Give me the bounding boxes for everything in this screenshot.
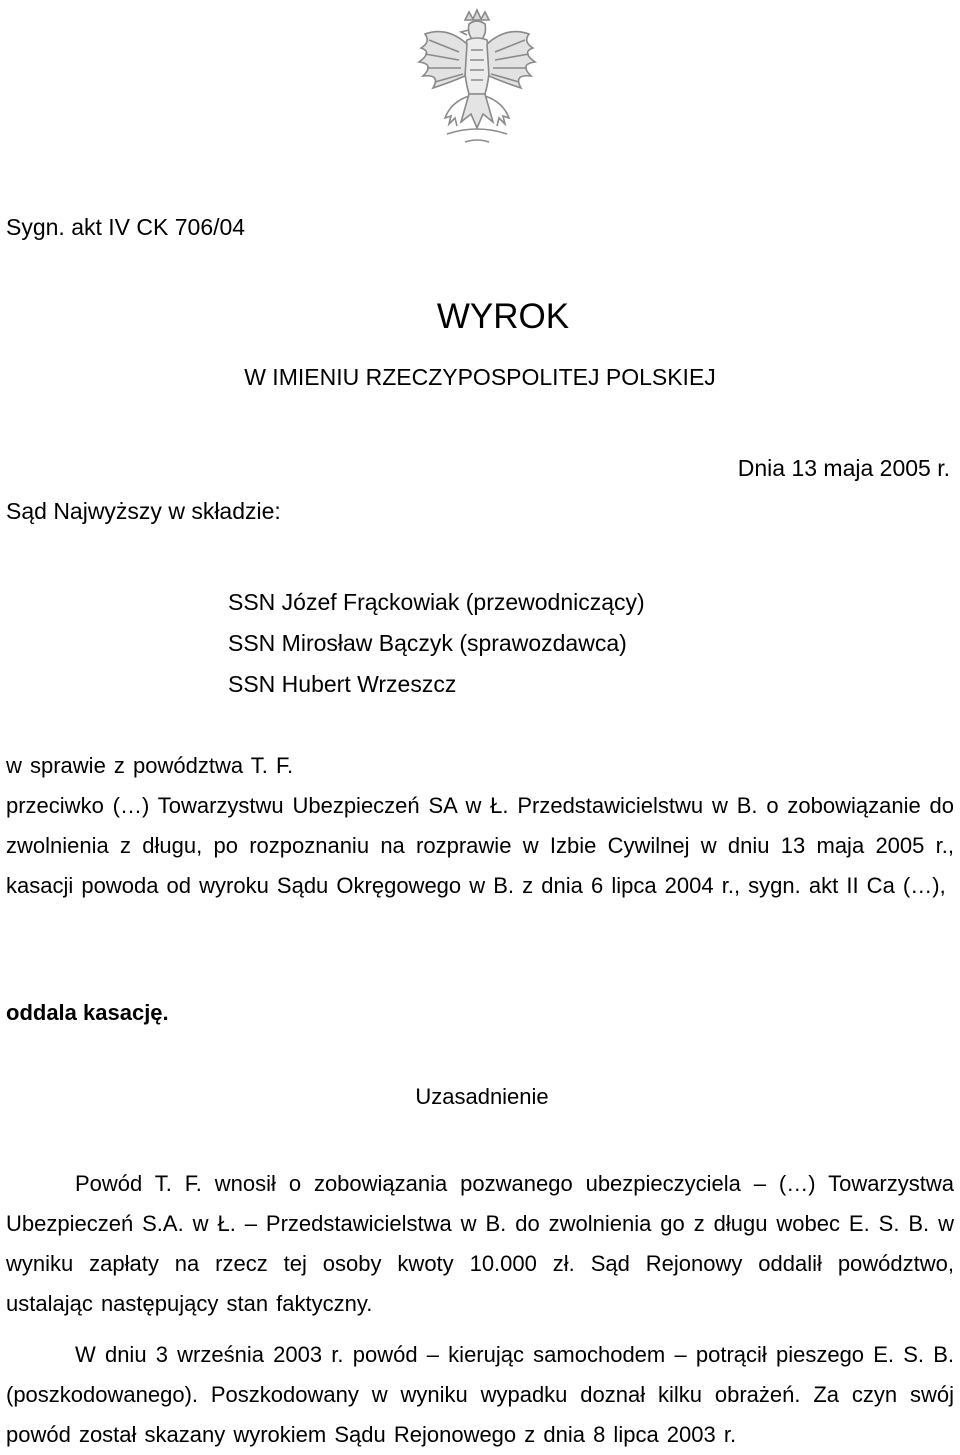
case-plaintiff-line: w sprawie z powództwa T. F. bbox=[6, 753, 294, 778]
document-subtitle: W IMIENIU RZECZYPOSPOLITEJ POLSKIEJ bbox=[244, 364, 716, 390]
judge-presiding: SSN Józef Frąckowiak (przewodniczący) bbox=[228, 589, 645, 615]
case-signature: Sygn. akt IV CK 706/04 bbox=[6, 214, 246, 240]
judgment-date: Dnia 13 maja 2005 r. bbox=[737, 455, 950, 481]
justification-heading: Uzasadnienie bbox=[415, 1084, 549, 1109]
document-title: WYROK bbox=[436, 297, 570, 336]
verdict: oddala kasację. bbox=[6, 1000, 169, 1025]
case-details: przeciwko (…) Towarzystwu Ubezpieczeń SA w Ł. Przedstawicielstwu w B. o zobowiązanie do zwolnienia z długu, po rozpoznaniu na rozprawie w Izbie Cywilnej w dniu 13 maja 2005 r., kasacji powoda od wyroku Sądu Okręgowego w B. z dnia 6 lipca 2004 r., sygn. akt II Ca (…), bbox=[6, 793, 954, 898]
polish-eagle-emblem-icon bbox=[407, 6, 547, 158]
case-description bbox=[6, 746, 954, 906]
court-composition-label: Sąd Najwyższy w składzie: bbox=[6, 498, 281, 524]
judge-member: SSN Hubert Wrzeszcz bbox=[228, 671, 457, 697]
judge-panel bbox=[228, 582, 645, 705]
justification-paragraph-1: Powód T. F. wnosił o zobowiązania pozwanego ubezpieczyciela – (…) Towarzystwa Ubezpieczeń S.A. w Ł. – Przedstawicielstwa w B. do zwolnienia go z długu wobec E. S. B. w wyniku zapłaty na rzecz tej osoby kwoty 10.000 zł. Sąd Rejonowy oddalił powództwo, ustalając następujący stan faktyczny. bbox=[6, 1171, 954, 1316]
judge-rapporteur: SSN Mirosław Bączyk (sprawozdawca) bbox=[228, 630, 627, 656]
justification-paragraph-2: W dniu 3 września 2003 r. powód – kierując samochodem – potrącił pieszego E. S. B. (poszkodowanego). Poszkodowany w wyniku wypadku doznał kilku obrażeń. Za czyn swój powód został skazany wyrokiem Sądu Rejonowego z dnia 8 lipca 2003 r. bbox=[6, 1342, 954, 1447]
